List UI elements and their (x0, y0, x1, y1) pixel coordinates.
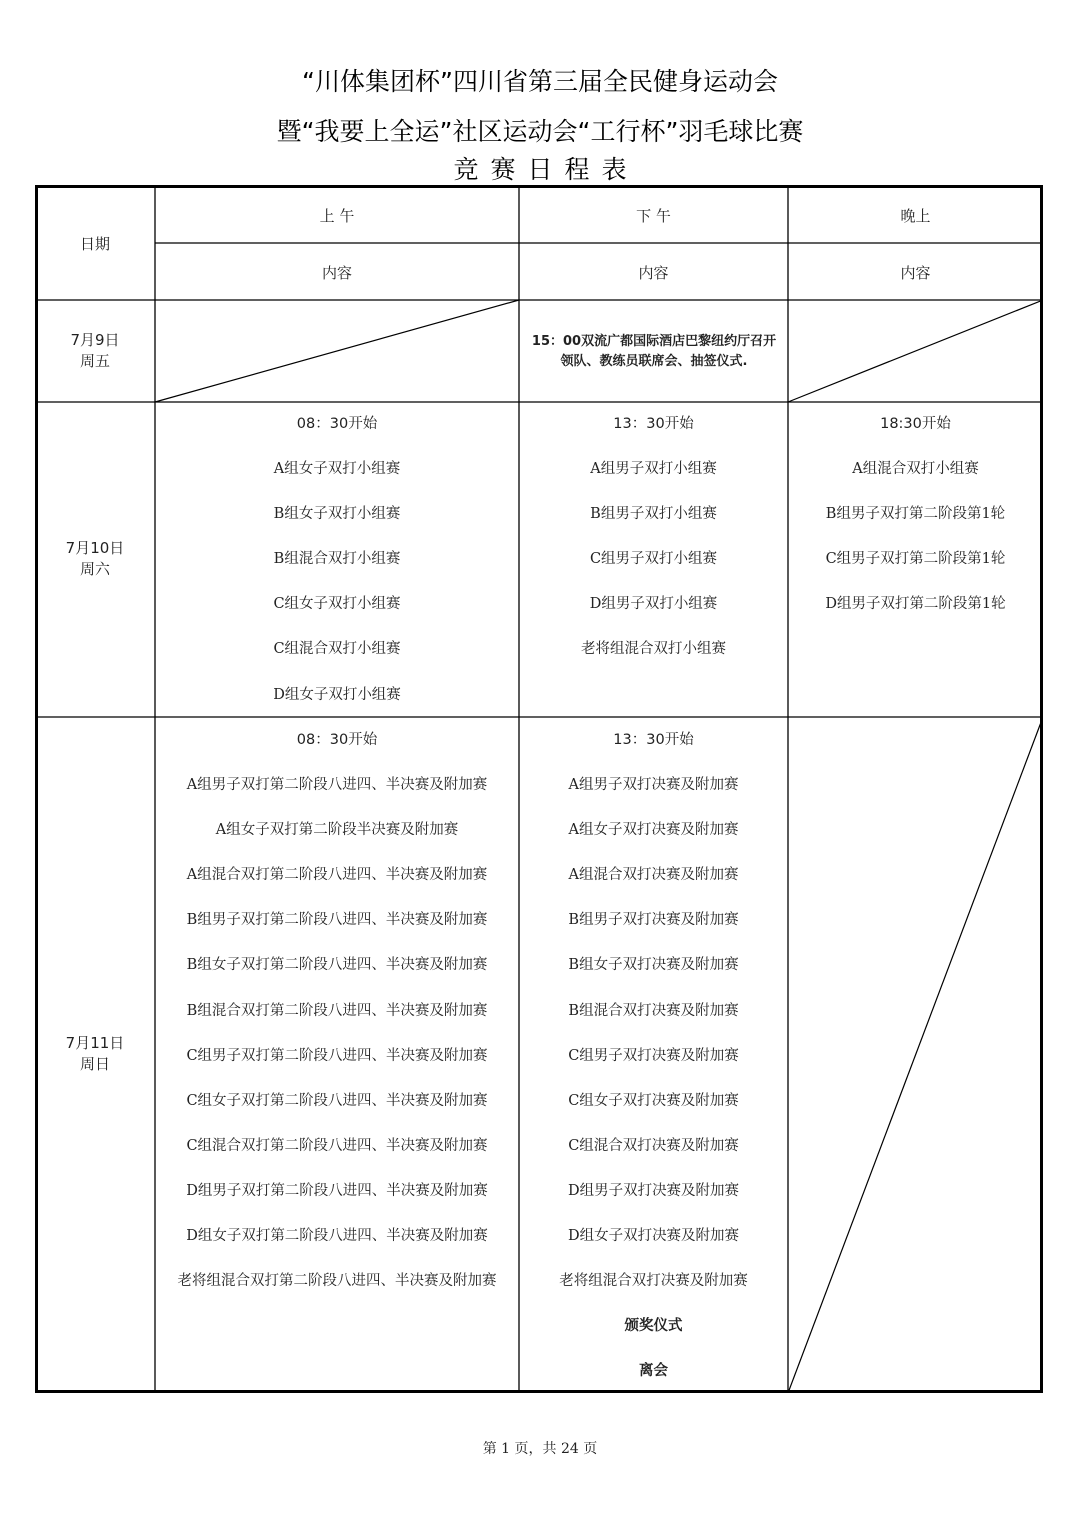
event-item: B组混合双打小组赛 (273, 551, 401, 568)
weekday-label: 周日 (79, 1055, 110, 1073)
event-item: A组混合双打小组赛 (852, 461, 979, 478)
empty-cell-diagonal-jul9-evening (788, 300, 1043, 402)
event-item: D组男子双打第二阶段第1轮 (825, 596, 1006, 613)
event-item: A组混合双打第二阶段八进四、半决赛及附加赛 (186, 867, 488, 884)
event-item: D组男子双打决赛及附加赛 (567, 1182, 740, 1199)
event-item: C组男子双打第二阶段第1轮 (825, 551, 1006, 568)
session-start-time: 08：30开始 (296, 732, 378, 748)
jul10-afternoon-events (519, 414, 788, 685)
date-label: 7月10日 (65, 539, 125, 557)
row-date-jul10 (35, 538, 155, 580)
event-item: 离会 (639, 1363, 668, 1380)
event-item: A组混合双打决赛及附加赛 (568, 867, 739, 884)
event-item: C组混合双打决赛及附加赛 (568, 1137, 739, 1154)
event-item: A组女子双打决赛及附加赛 (568, 822, 739, 839)
session-start-time: 08：30开始 (296, 416, 378, 432)
event-item: A组女子双打小组赛 (273, 461, 401, 478)
header-afternoon: 下 午 (636, 207, 671, 225)
event-item: B组男子双打第二阶段八进四、半决赛及附加赛 (186, 912, 488, 929)
weekday-label: 周六 (79, 560, 110, 578)
event-item: D组女子双打第二阶段八进四、半决赛及附加赛 (186, 1228, 488, 1245)
jul9-afternoon-meeting: 15：00双流广都国际酒店巴黎纽约厅召开领队、教练员联席会、抽签仪式. (531, 334, 777, 369)
row-date-jul9 (35, 330, 155, 372)
document-title-line-1: “川体集团杯”四川省第三届全民健身运动会 (302, 67, 778, 96)
date-label: 7月9日 (70, 331, 120, 349)
event-item: A组男子双打第二阶段八进四、半决赛及附加赛 (186, 777, 488, 794)
event-item: C组男子双打第二阶段八进四、半决赛及附加赛 (186, 1047, 488, 1064)
header-content-evening: 内容 (900, 264, 931, 282)
document-title-line-2: 暨“我要上全运”社区运动会“工行杯”羽毛球比赛 (276, 117, 804, 146)
schedule-table (35, 185, 1043, 1393)
page-footer: 第 1 页，共 24 页 (482, 1441, 598, 1457)
event-item: B组男子双打第二阶段第1轮 (825, 506, 1006, 523)
jul10-evening-events (788, 414, 1043, 639)
event-item: B组女子双打决赛及附加赛 (568, 957, 739, 974)
header-content-afternoon: 内容 (638, 264, 669, 282)
event-item: D组男子双打小组赛 (589, 596, 718, 613)
event-item: B组混合双打决赛及附加赛 (568, 1002, 739, 1019)
empty-cell-diagonal-jul9-morning (155, 300, 519, 402)
session-start-time: 13：30开始 (613, 416, 694, 432)
session-start-time: 13：30开始 (613, 732, 694, 748)
event-item: C组女子双打小组赛 (273, 596, 401, 613)
event-item: B组混合双打第二阶段八进四、半决赛及附加赛 (186, 1002, 488, 1019)
header-evening: 晚上 (900, 207, 931, 225)
event-item: 老将组混合双打第二阶段八进四、半决赛及附加赛 (177, 1273, 497, 1290)
date-label: 7月11日 (65, 1034, 125, 1052)
event-item: B组男子双打决赛及附加赛 (568, 912, 739, 929)
jul11-afternoon-events (519, 730, 788, 1406)
header-morning: 上 午 (319, 207, 355, 225)
event-item: B组男子双打小组赛 (590, 506, 717, 523)
event-item: 老将组混合双打小组赛 (581, 641, 726, 658)
event-item: C组女子双打决赛及附加赛 (568, 1092, 739, 1109)
event-item: A组女子双打第二阶段半决赛及附加赛 (215, 822, 459, 839)
event-item: C组女子双打第二阶段八进四、半决赛及附加赛 (186, 1092, 488, 1109)
event-item: A组男子双打小组赛 (590, 461, 717, 478)
jul10-morning-events (155, 414, 519, 730)
session-start-time: 18:30开始 (880, 416, 951, 432)
event-item: D组女子双打决赛及附加赛 (567, 1228, 740, 1245)
event-item: 老将组混合双打决赛及附加赛 (559, 1273, 748, 1290)
event-item: C组混合双打第二阶段八进四、半决赛及附加赛 (186, 1137, 488, 1154)
event-item: A组男子双打决赛及附加赛 (568, 777, 739, 794)
row-date-jul11 (35, 1033, 155, 1075)
event-item: C组男子双打小组赛 (589, 551, 718, 568)
jul11-morning-events (155, 730, 519, 1316)
header-date: 日期 (79, 235, 110, 253)
document-title-schedule: 竞赛日程表 (453, 155, 639, 184)
weekday-label: 周五 (79, 352, 110, 370)
header-content-morning: 内容 (321, 264, 352, 282)
event-item: C组混合双打小组赛 (273, 641, 401, 658)
empty-cell-diagonal-jul11-evening (788, 717, 1043, 1393)
event-item: B组女子双打第二阶段八进四、半决赛及附加赛 (186, 957, 488, 974)
event-item: B组女子双打小组赛 (273, 506, 401, 523)
event-item: D组男子双打第二阶段八进四、半决赛及附加赛 (186, 1182, 488, 1199)
event-item: 颁奖仪式 (624, 1318, 683, 1335)
event-item: D组女子双打小组赛 (273, 686, 401, 703)
event-item: C组男子双打决赛及附加赛 (568, 1047, 739, 1064)
